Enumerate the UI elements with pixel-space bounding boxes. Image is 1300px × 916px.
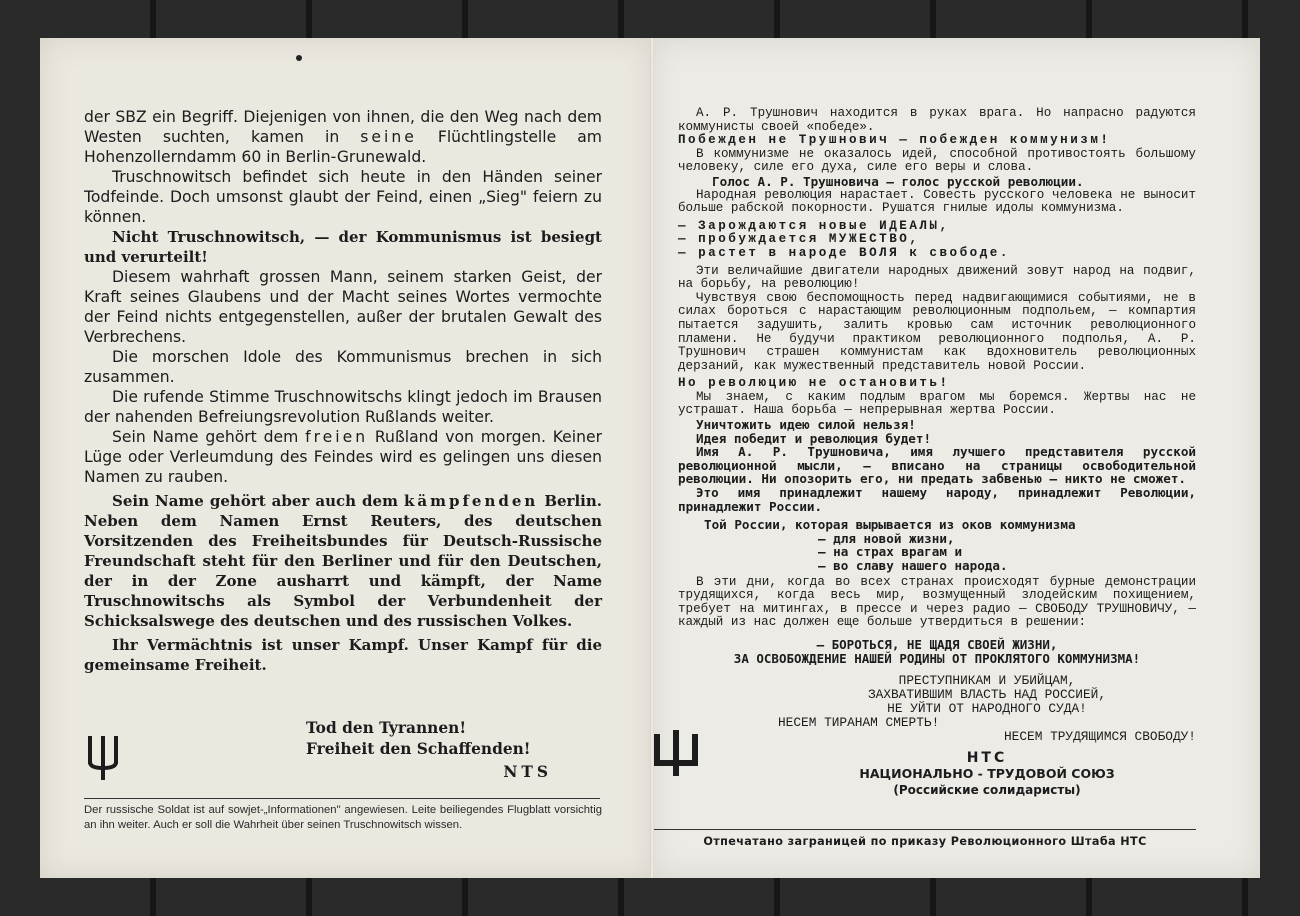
text: der SBZ ein Begriff. Diejenigen von ihnen, die den Weg nach dem Westen suchten, kamen in (84, 108, 602, 146)
list-item: — для новой жизни, (818, 530, 955, 546)
text: Sein Name gehört aber auch dem (112, 492, 398, 510)
spaced-word: seine (360, 128, 417, 146)
paragraph: Мы знаем, с каким подлым врагом мы боремся. Жертвы нас не устрашат. Наша борьба — непрерывная жертва России. (678, 389, 1196, 418)
list-item: — на страх врагам и (818, 544, 963, 560)
paragraph: А. Р. Трушнович находится в руках врага. Но напрасно радуются коммунисты своей «победе». (678, 106, 1196, 134)
slogan-line: НЕСЕМ ТИРАНАМ СМЕРТЬ! (778, 714, 940, 730)
text: Sein Name gehört dem (112, 428, 299, 446)
footnote-divider (84, 798, 600, 799)
paragraph: В коммунизме не оказалось идей, способной противостоять большому человеку, силе его духа, силе его веры и слова. (678, 146, 1196, 175)
list-item: — пробуждается МУЖЕСТВО, (678, 232, 920, 247)
paragraph-bold: Идея победит и революция будет! (696, 430, 932, 446)
slogan-line: НЕСЕМ ТРУДЯЩИМСЯ СВОБОДУ! (1004, 728, 1196, 744)
paragraph-bold: Имя А. Р. Трушновича, имя лучшего представителя русской революционной мысли, — вписано на страницы освободительной революции. Ни опозорить его, ни предать забвенью — никто не сможет. (678, 444, 1196, 487)
list-item: — во славу нашего народа. (818, 558, 1008, 573)
list-item: — растет в народе ВОЛЯ к свободе. (678, 245, 1010, 260)
organization-block (678, 750, 1196, 798)
paragraph-bold: Уничтожить идею силой нельзя! (696, 417, 916, 433)
paragraph: В эти дни, когда во всех странах происходят бурные демонстрации трудящихся, когда весь мир, возмущенный злодейским похищением, требует на митингах, в прессе и через радио — СВОБОДУ ТРУШНОВИЧУ, — каждый из нас должен еще больше утвердиться в решении: (678, 574, 1196, 630)
paragraph: Народная революция нарастает. Совесть русского человека не выносит больше рабской покорности. Рушатся гнилые идолы коммунизма. (678, 187, 1196, 216)
org-abbrev: НТС (966, 749, 1008, 766)
slogan-line: Tod den Tyrannen! (306, 719, 467, 737)
paragraph-bold: Той России, которая вырывается из оков коммунизма (704, 517, 1076, 533)
paragraph-bold: Это имя принадлежит нашему народу, принадлежит Революции, принадлежит России. (678, 485, 1196, 514)
german-text (84, 107, 602, 675)
paragraph: Diesem wahrhaft grossen Mann, seinem starken Geist, der Kraft seines Glaubens und der Macht seines Wortes vermochte der Feind nichts entgegenstellen, außer der brutalen Gewalt des Verbrechens. (84, 268, 602, 346)
ideals-list (678, 220, 1196, 261)
trident-emblem-icon (654, 730, 698, 776)
russian-text (678, 107, 1196, 798)
russia-list (678, 532, 1196, 573)
imprint-line: Отпечатано заграницей по приказу Революционного Штаба НТС (703, 835, 1147, 848)
signature-block (306, 718, 596, 783)
paragraph-spaced: Но революцию не остановить! (678, 376, 950, 391)
slogan-line: — БОРОТЬСЯ, НЕ ЩАДЯ СВОЕЙ ЖИЗНИ, (816, 636, 1058, 652)
paragraph: Эти величайшие двигатели народных движений зовут народ на подвиг, на борьбу, на революцию! (678, 263, 1196, 292)
trident-emblem-icon (86, 736, 120, 780)
paragraph-spaced: Побежден не Трушнович — побежден коммунизм! (678, 133, 1111, 148)
pin-hole (296, 55, 302, 61)
slogan-line: ПРЕСТУПНИКАМ И УБИЙЦАМ, (898, 672, 1076, 688)
text: Berlin. Neben dem Namen Ernst Reuters, des deutschen Vorsitzenden des Freiheitsbundes für Deutsch-Russische Freundschaft steht für den Berliner und für den Deutschen, der in der Zone ausharrt und kämpft, der Name Truschnowitschs als Symbol der Verbundenheit der Schicksalswege des deutschen und des russischen Volkes. (84, 492, 602, 630)
list-item: — Зарождаются новые ИДЕАЛЫ, (678, 218, 950, 233)
spaced-word: kämpfenden (403, 492, 539, 510)
slogan-line: ЗАХВАТИВШИМ ВЛАСТЬ НАД РОССИЕЙ, (867, 686, 1107, 702)
paragraph: Truschnowitsch befindet sich heute in den Händen seiner Todfeinde. Doch umsonst glaubt der Feind, einen „Sieg" feiern zu können. (84, 168, 602, 226)
paragraph: Die rufende Stimme Truschnowitschs klingt jedoch im Brausen der nahenden Befreiungsrevolution Rußlands weiter. (84, 388, 602, 426)
slogan-line: Freiheit den Schaffenden! (306, 740, 531, 758)
paragraph (84, 107, 602, 167)
spaced-word: freien (305, 428, 369, 446)
nts-signature: NTS (503, 763, 552, 781)
text: Flüchtlingstelle am Hohenzollerndamm 60 in Berlin-Grunewald. (84, 128, 602, 166)
slogan-block (678, 674, 1196, 744)
paragraph (84, 427, 602, 487)
paragraph-bold (84, 491, 602, 631)
paragraph: Чувствуя свою беспомощность перед надвигающимися событиями, не в силах бороться с нарастающим революционным подпольем, — компартия пытается задушить, залить кровью сам источник революционного пламени. Не будучи практиком революционного подполья, А. Р. Трушнович страшен коммунистам как вдохновитель революционных дерзаний, как мужественный представитель новой России. (678, 290, 1196, 373)
org-subtitle: (Российские солидаристы) (893, 782, 1081, 797)
slogan-line: ЗА ОСВОБОЖДЕНИЕ НАШЕЙ РОДИНЫ ОТ ПРОКЛЯТОГО КОММУНИЗМА! (733, 650, 1141, 666)
slogan-block-bold (678, 638, 1196, 666)
paragraph-bold: Голос А. Р. Трушновича — голос русской революции. (712, 173, 1084, 189)
bottom-divider (654, 829, 1196, 830)
paragraph: Die morschen Idole des Kommunismus brechen in sich zusammen. (84, 348, 602, 386)
text: Rußland von morgen. Keiner Lüge oder Verleumdung des Feindes wird es gelingen uns diesen Namen zu rauben. (84, 428, 602, 486)
slogan-line: НЕ УЙТИ ОТ НАРОДНОГО СУДА! (887, 700, 1087, 716)
paragraph-bold: Nicht Truschnowitsch, — der Kommunismus ist besiegt und verurteilt! (84, 228, 602, 266)
footnote: Der russische Soldat ist auf sowjet-„Informationen" angewiesen. Leite beiliegendes Flugblatt vorsichtig an ihn weiter. Auch er soll die Wahrheit über seinen Truschnowitsch wissen. (84, 804, 602, 831)
org-name: НАЦИОНАЛЬНО - ТРУДОВОЙ СОЮЗ (859, 765, 1115, 781)
paragraph-bold: Ihr Vermächtnis ist unser Kampf. Unser Kampf für die gemeinsame Freiheit. (84, 636, 602, 674)
